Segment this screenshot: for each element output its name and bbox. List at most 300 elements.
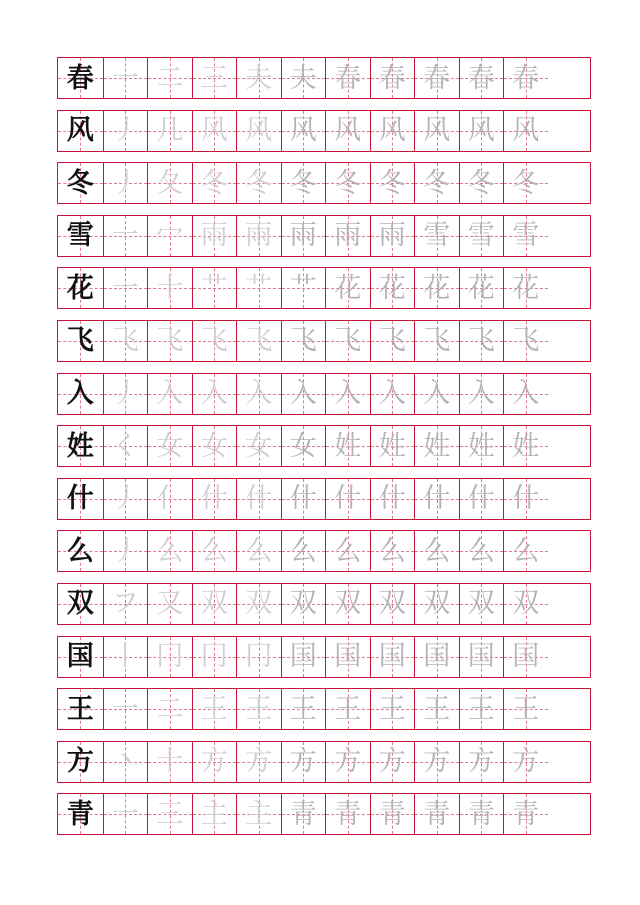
trace-cell[interactable] [236, 268, 281, 308]
trace-cell[interactable] [147, 426, 192, 466]
trace-cell[interactable] [147, 268, 192, 308]
trace-cell[interactable] [236, 111, 281, 151]
trace-cell[interactable] [147, 584, 192, 624]
stroke-order-glyph: 入 [423, 378, 451, 410]
stroke-order-glyph: 入 [156, 378, 184, 410]
practice-row [57, 583, 591, 625]
stroke-order-glyph: 雨 [245, 220, 273, 252]
trace-cell[interactable] [503, 58, 548, 98]
stroke-order-glyph: 双 [378, 588, 406, 620]
stroke-order-glyph: 冖 [156, 220, 184, 252]
trace-cell[interactable] [459, 531, 504, 571]
trace-cell[interactable] [459, 637, 504, 677]
model-character-cell [58, 321, 103, 361]
stroke-order-glyph: く [111, 430, 139, 462]
stroke-order-glyph: 飞 [423, 325, 451, 357]
practice-row [57, 688, 591, 730]
stroke-order-glyph: 雨 [200, 220, 228, 252]
trace-cell[interactable] [414, 426, 459, 466]
stroke-order-glyph: 王 [467, 693, 495, 725]
stroke-order-glyph: 花 [467, 272, 495, 304]
stroke-order-glyph: 什 [289, 483, 317, 515]
trace-cell[interactable] [503, 637, 548, 677]
stroke-order-glyph: 双 [423, 588, 451, 620]
stroke-order-glyph: 入 [289, 378, 317, 410]
stroke-order-glyph: 丿 [111, 483, 139, 515]
trace-cell[interactable] [414, 216, 459, 256]
stroke-order-glyph: 丨 [111, 641, 139, 673]
trace-cell[interactable] [281, 531, 326, 571]
stroke-order-glyph: 春 [467, 62, 495, 94]
trace-cell[interactable] [503, 742, 548, 782]
stroke-order-glyph: 入 [467, 378, 495, 410]
model-character: 国 [66, 641, 94, 673]
stroke-order-glyph: 雪 [512, 220, 540, 252]
trace-cell[interactable] [281, 58, 326, 98]
stroke-order-glyph: 花 [512, 272, 540, 304]
stroke-order-glyph: 么 [156, 535, 184, 567]
trace-cell[interactable] [103, 111, 148, 151]
trace-cell[interactable] [192, 58, 237, 98]
model-character-cell [58, 689, 103, 729]
stroke-order-glyph: 入 [245, 378, 273, 410]
trace-cell[interactable] [281, 479, 326, 519]
trace-cell[interactable] [370, 374, 415, 414]
trace-cell[interactable] [370, 742, 415, 782]
trace-cell[interactable] [370, 163, 415, 203]
trace-cell[interactable] [281, 111, 326, 151]
model-character: 雪 [66, 220, 94, 252]
trace-cell[interactable] [503, 321, 548, 361]
trace-cell[interactable] [459, 216, 504, 256]
model-character-cell [58, 531, 103, 571]
stroke-order-glyph: 么 [378, 535, 406, 567]
stroke-order-glyph: 花 [334, 272, 362, 304]
trace-cell[interactable] [503, 111, 548, 151]
trace-cell[interactable] [459, 689, 504, 729]
trace-cell[interactable] [325, 426, 370, 466]
stroke-order-glyph: 青 [334, 798, 362, 830]
stroke-order-glyph: 风 [200, 115, 228, 147]
trace-cell[interactable] [325, 794, 370, 834]
stroke-order-glyph: 花 [423, 272, 451, 304]
stroke-order-glyph: 女 [289, 430, 317, 462]
trace-cell[interactable] [503, 794, 548, 834]
model-character-cell [58, 58, 103, 98]
trace-cell[interactable] [325, 637, 370, 677]
trace-cell[interactable] [236, 58, 281, 98]
trace-cell[interactable] [236, 531, 281, 571]
trace-cell[interactable] [503, 479, 548, 519]
stroke-order-glyph: 飞 [245, 325, 273, 357]
model-character-cell [58, 479, 103, 519]
trace-cell[interactable] [459, 794, 504, 834]
trace-cell[interactable] [192, 216, 237, 256]
trace-cell[interactable] [503, 216, 548, 256]
trace-cell[interactable] [103, 426, 148, 466]
trace-cell[interactable] [325, 216, 370, 256]
stroke-order-glyph: 姓 [423, 430, 451, 462]
stroke-order-glyph: 丿 [111, 535, 139, 567]
stroke-order-glyph: 双 [200, 588, 228, 620]
trace-cell[interactable] [459, 268, 504, 308]
stroke-order-glyph: 亻 [156, 483, 184, 515]
stroke-order-glyph: 双 [334, 588, 362, 620]
stroke-order-glyph: 又 [156, 588, 184, 620]
model-character-cell [58, 426, 103, 466]
stroke-order-glyph: 冬 [200, 167, 228, 199]
trace-cell[interactable] [414, 794, 459, 834]
trace-cell[interactable] [325, 531, 370, 571]
trace-cell[interactable] [147, 531, 192, 571]
trace-cell[interactable] [414, 479, 459, 519]
practice-row [57, 425, 591, 467]
model-character-cell [58, 111, 103, 151]
trace-cell[interactable] [414, 742, 459, 782]
stroke-order-glyph: 么 [512, 535, 540, 567]
trace-cell[interactable] [192, 111, 237, 151]
stroke-order-glyph: 王 [423, 693, 451, 725]
trace-cell[interactable] [147, 321, 192, 361]
model-character-cell [58, 584, 103, 624]
stroke-order-glyph: 双 [245, 588, 273, 620]
stroke-order-glyph: 方 [423, 746, 451, 778]
stroke-order-glyph: 丿 [111, 378, 139, 410]
stroke-order-glyph: 方 [334, 746, 362, 778]
trace-cell[interactable] [236, 216, 281, 256]
model-character-cell [58, 637, 103, 677]
stroke-order-glyph: 青 [423, 798, 451, 830]
stroke-order-glyph: 雪 [467, 220, 495, 252]
trace-cell[interactable] [236, 479, 281, 519]
stroke-order-glyph: 什 [245, 483, 273, 515]
trace-cell[interactable] [236, 689, 281, 729]
trace-cell[interactable] [103, 742, 148, 782]
stroke-order-glyph: 方 [245, 746, 273, 778]
trace-cell[interactable] [325, 321, 370, 361]
stroke-order-glyph: 什 [378, 483, 406, 515]
stroke-order-glyph: 艹 [245, 272, 273, 304]
trace-cell[interactable] [325, 374, 370, 414]
trace-cell[interactable] [414, 584, 459, 624]
trace-cell[interactable] [503, 374, 548, 414]
trace-cell[interactable] [414, 531, 459, 571]
trace-cell[interactable] [325, 479, 370, 519]
trace-cell[interactable] [192, 794, 237, 834]
stroke-order-glyph: 雨 [289, 220, 317, 252]
trace-cell[interactable] [147, 111, 192, 151]
trace-cell[interactable] [192, 374, 237, 414]
trace-cell[interactable] [192, 163, 237, 203]
trace-cell[interactable] [281, 584, 326, 624]
trace-cell[interactable] [414, 689, 459, 729]
stroke-order-glyph: 飞 [467, 325, 495, 357]
stroke-order-glyph: 冬 [245, 167, 273, 199]
stroke-order-glyph: 风 [423, 115, 451, 147]
stroke-order-glyph: 夫 [289, 62, 317, 94]
stroke-order-glyph: 国 [289, 641, 317, 673]
trace-cell[interactable] [459, 426, 504, 466]
practice-row [57, 530, 591, 572]
model-character: 姓 [66, 430, 94, 462]
stroke-order-glyph: 王 [378, 693, 406, 725]
stroke-order-glyph: 国 [512, 641, 540, 673]
trace-cell[interactable] [370, 637, 415, 677]
stroke-order-glyph: 方 [289, 746, 317, 778]
practice-row [57, 215, 591, 257]
trace-cell[interactable] [370, 58, 415, 98]
stroke-order-glyph: 冬 [467, 167, 495, 199]
stroke-order-glyph: 雨 [334, 220, 362, 252]
trace-cell[interactable] [147, 479, 192, 519]
trace-cell[interactable] [281, 742, 326, 782]
stroke-order-glyph: 入 [378, 378, 406, 410]
stroke-order-glyph: 入 [334, 378, 362, 410]
stroke-order-glyph: 冬 [423, 167, 451, 199]
stroke-order-glyph: 么 [467, 535, 495, 567]
stroke-order-glyph: 风 [512, 115, 540, 147]
stroke-order-glyph: 风 [467, 115, 495, 147]
stroke-order-glyph: 风 [245, 115, 273, 147]
trace-cell[interactable] [236, 163, 281, 203]
stroke-order-glyph: 丶 [111, 746, 139, 778]
trace-cell[interactable] [370, 531, 415, 571]
trace-cell[interactable] [414, 637, 459, 677]
trace-cell[interactable] [414, 374, 459, 414]
stroke-order-glyph: 主 [245, 798, 273, 830]
stroke-order-glyph: 雪 [423, 220, 451, 252]
model-character-cell [58, 794, 103, 834]
trace-cell[interactable] [503, 689, 548, 729]
trace-cell[interactable] [103, 689, 148, 729]
stroke-order-glyph: 十 [156, 746, 184, 778]
trace-cell[interactable] [459, 374, 504, 414]
trace-cell[interactable] [147, 637, 192, 677]
stroke-order-glyph: 双 [467, 588, 495, 620]
stroke-order-glyph: 春 [378, 62, 406, 94]
stroke-order-glyph: 什 [200, 483, 228, 515]
stroke-order-glyph: 飞 [378, 325, 406, 357]
trace-cell[interactable] [236, 426, 281, 466]
trace-cell[interactable] [370, 268, 415, 308]
stroke-order-glyph: 飞 [512, 325, 540, 357]
stroke-order-glyph: 主 [200, 798, 228, 830]
trace-cell[interactable] [503, 426, 548, 466]
stroke-order-glyph: 二 [156, 693, 184, 725]
trace-cell[interactable] [236, 584, 281, 624]
practice-row [57, 373, 591, 415]
trace-cell[interactable] [503, 531, 548, 571]
trace-cell[interactable] [147, 374, 192, 414]
trace-cell[interactable] [370, 216, 415, 256]
trace-cell[interactable] [236, 321, 281, 361]
trace-cell[interactable] [325, 742, 370, 782]
trace-cell[interactable] [370, 584, 415, 624]
trace-cell[interactable] [325, 689, 370, 729]
trace-cell[interactable] [370, 689, 415, 729]
trace-cell[interactable] [325, 163, 370, 203]
practice-row [57, 267, 591, 309]
trace-cell[interactable] [281, 268, 326, 308]
stroke-order-glyph: 什 [467, 483, 495, 515]
stroke-order-glyph: 艹 [200, 272, 228, 304]
trace-cell[interactable] [192, 426, 237, 466]
trace-cell[interactable] [192, 637, 237, 677]
trace-cell[interactable] [103, 163, 148, 203]
practice-row [57, 110, 591, 152]
trace-cell[interactable] [281, 426, 326, 466]
stroke-order-glyph: 冂 [200, 641, 228, 673]
stroke-order-glyph: 么 [200, 535, 228, 567]
model-character: 双 [66, 588, 94, 620]
trace-cell[interactable] [370, 111, 415, 151]
model-character-cell [58, 742, 103, 782]
stroke-order-glyph: 女 [200, 430, 228, 462]
trace-cell[interactable] [459, 584, 504, 624]
trace-cell[interactable] [147, 163, 192, 203]
trace-cell[interactable] [147, 742, 192, 782]
trace-cell[interactable] [192, 584, 237, 624]
trace-cell[interactable] [370, 794, 415, 834]
trace-cell[interactable] [103, 794, 148, 834]
trace-cell[interactable] [147, 58, 192, 98]
model-character: 么 [66, 535, 94, 567]
model-character-cell [58, 216, 103, 256]
stroke-order-glyph: 风 [378, 115, 406, 147]
stroke-order-glyph: 风 [289, 115, 317, 147]
stroke-order-glyph: 雨 [378, 220, 406, 252]
trace-cell[interactable] [459, 479, 504, 519]
stroke-order-glyph: 国 [378, 641, 406, 673]
stroke-order-glyph: 方 [378, 746, 406, 778]
trace-cell[interactable] [370, 426, 415, 466]
trace-cell[interactable] [192, 268, 237, 308]
stroke-order-glyph: 什 [512, 483, 540, 515]
model-character: 风 [66, 115, 94, 147]
trace-cell[interactable] [236, 742, 281, 782]
trace-cell[interactable] [281, 637, 326, 677]
trace-cell[interactable] [236, 794, 281, 834]
trace-cell[interactable] [414, 268, 459, 308]
stroke-order-glyph: 飞 [334, 325, 362, 357]
stroke-order-glyph: 什 [334, 483, 362, 515]
stroke-order-glyph: 入 [512, 378, 540, 410]
trace-cell[interactable] [281, 321, 326, 361]
trace-cell[interactable] [414, 321, 459, 361]
trace-cell[interactable] [147, 689, 192, 729]
trace-cell[interactable] [414, 111, 459, 151]
trace-cell[interactable] [459, 321, 504, 361]
trace-cell[interactable] [459, 742, 504, 782]
trace-cell[interactable] [103, 58, 148, 98]
trace-cell[interactable] [370, 321, 415, 361]
trace-cell[interactable] [236, 374, 281, 414]
model-character-cell [58, 268, 103, 308]
trace-cell[interactable] [370, 479, 415, 519]
trace-cell[interactable] [281, 794, 326, 834]
trace-cell[interactable] [103, 268, 148, 308]
trace-cell[interactable] [192, 689, 237, 729]
trace-cell[interactable] [281, 374, 326, 414]
trace-cell[interactable] [103, 321, 148, 361]
stroke-order-glyph: 春 [512, 62, 540, 94]
stroke-order-glyph: 双 [289, 588, 317, 620]
trace-cell[interactable] [236, 637, 281, 677]
trace-cell[interactable] [103, 637, 148, 677]
stroke-order-glyph: 姓 [512, 430, 540, 462]
stroke-order-glyph: 一 [111, 798, 139, 830]
trace-cell[interactable] [192, 321, 237, 361]
stroke-order-glyph: 三 [156, 798, 184, 830]
stroke-order-glyph: 冬 [512, 167, 540, 199]
stroke-order-glyph: 入 [200, 378, 228, 410]
trace-cell[interactable] [147, 794, 192, 834]
stroke-order-glyph: 冬 [378, 167, 406, 199]
stroke-order-glyph: 么 [423, 535, 451, 567]
trace-cell[interactable] [503, 268, 548, 308]
stroke-order-glyph: フ [111, 588, 139, 620]
trace-cell[interactable] [414, 163, 459, 203]
stroke-order-glyph: 冬 [334, 167, 362, 199]
trace-cell[interactable] [325, 584, 370, 624]
trace-cell[interactable] [192, 479, 237, 519]
trace-cell[interactable] [325, 268, 370, 308]
trace-cell[interactable] [103, 374, 148, 414]
practice-row [57, 320, 591, 362]
stroke-order-glyph: 几 [156, 115, 184, 147]
stroke-order-glyph: 双 [512, 588, 540, 620]
practice-row [57, 478, 591, 520]
trace-cell[interactable] [281, 216, 326, 256]
stroke-order-glyph: 一 [111, 693, 139, 725]
model-character: 入 [66, 378, 94, 410]
stroke-order-glyph: 春 [334, 62, 362, 94]
model-character: 青 [66, 798, 94, 830]
stroke-order-glyph: 方 [512, 746, 540, 778]
stroke-order-glyph: 国 [334, 641, 362, 673]
trace-cell[interactable] [325, 111, 370, 151]
stroke-order-glyph: 二 [156, 62, 184, 94]
trace-cell[interactable] [414, 58, 459, 98]
model-character: 冬 [66, 167, 94, 199]
trace-cell[interactable] [147, 216, 192, 256]
stroke-order-glyph: 姓 [334, 430, 362, 462]
trace-cell[interactable] [103, 479, 148, 519]
stroke-order-glyph: 国 [467, 641, 495, 673]
trace-cell[interactable] [281, 689, 326, 729]
trace-cell[interactable] [459, 58, 504, 98]
trace-cell[interactable] [192, 742, 237, 782]
model-character-cell [58, 163, 103, 203]
stroke-order-glyph: 冂 [245, 641, 273, 673]
trace-cell[interactable] [103, 584, 148, 624]
trace-cell[interactable] [103, 531, 148, 571]
trace-cell[interactable] [192, 531, 237, 571]
trace-cell[interactable] [503, 163, 548, 203]
stroke-order-glyph: 丿 [111, 167, 139, 199]
stroke-order-glyph: 王 [200, 693, 228, 725]
practice-row [57, 636, 591, 678]
trace-cell[interactable] [325, 58, 370, 98]
trace-cell[interactable] [459, 163, 504, 203]
trace-cell[interactable] [103, 216, 148, 256]
trace-cell[interactable] [503, 584, 548, 624]
practice-row [57, 57, 591, 99]
stroke-order-glyph: 女 [156, 430, 184, 462]
stroke-order-glyph: 么 [245, 535, 273, 567]
trace-cell[interactable] [281, 163, 326, 203]
trace-cell[interactable] [459, 111, 504, 151]
